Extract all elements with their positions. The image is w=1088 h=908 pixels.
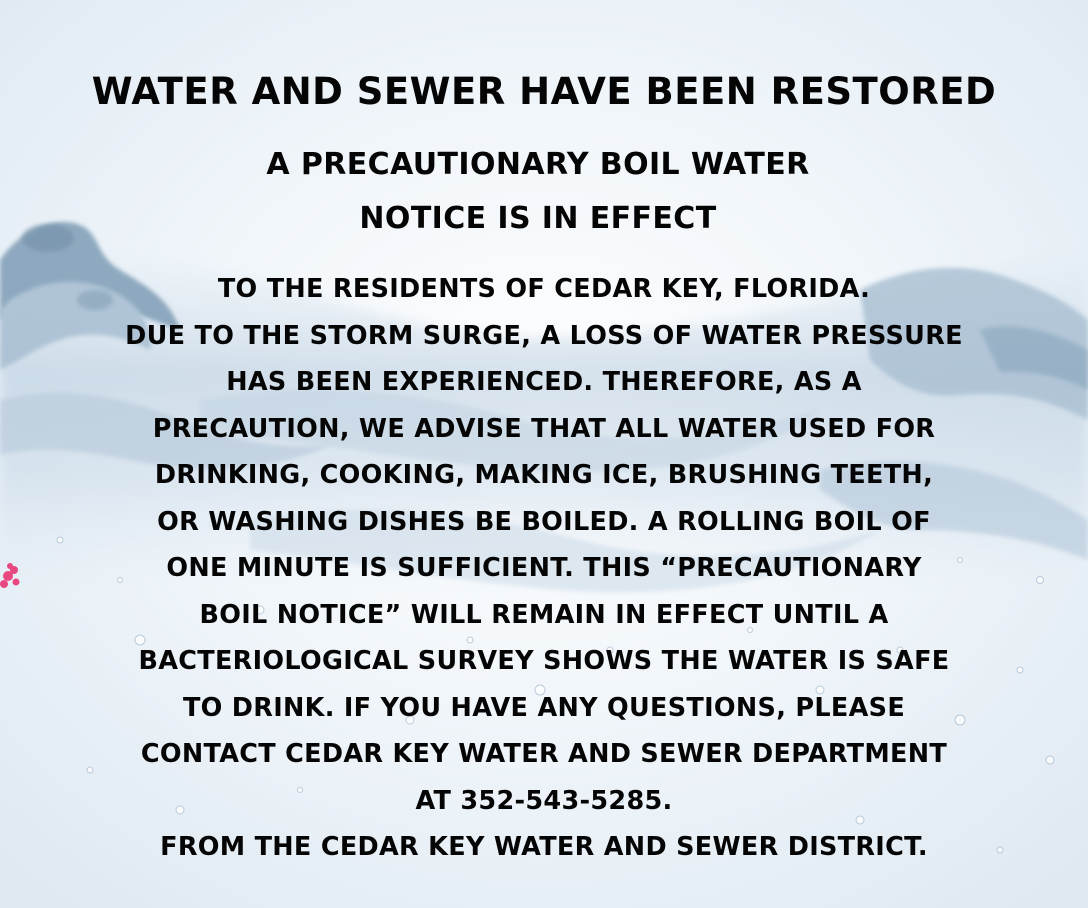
- notice-body-line: DUE TO THE STORM SURGE, A LOSS OF WATER PRESSURE: [125, 321, 963, 351]
- notice-body-line: TO DRINK. IF YOU HAVE ANY QUESTIONS, PLEASE: [182, 693, 906, 723]
- notice-body-signoff: FROM THE CEDAR KEY WATER AND SEWER DISTRICT.: [160, 832, 928, 862]
- notice-body-line: DRINKING, COOKING, MAKING ICE, BRUSHING TEETH,: [154, 460, 934, 490]
- notice-body-line: HAS BEEN EXPERIENCED. THEREFORE, AS A: [226, 367, 862, 397]
- notice-body-line: ONE MINUTE IS SUFFICIENT. THIS “PRECAUTIONARY: [166, 553, 922, 583]
- notice-body-line: TO THE RESIDENTS OF CEDAR KEY, FLORIDA.: [217, 274, 871, 304]
- notice-body-line: AT 352-543-5285.: [415, 786, 673, 816]
- notice-body-line: PRECAUTION, WE ADVISE THAT ALL WATER USED FOR: [152, 414, 936, 444]
- notice-body-line: OR WASHING DISHES BE BOILED. A ROLLING BOIL OF: [157, 507, 931, 537]
- notice-body-line: CONTACT CEDAR KEY WATER AND SEWER DEPARTMENT: [140, 739, 948, 769]
- notice-subheadline-line-2: NOTICE IS IN EFFECT: [359, 201, 717, 236]
- notice-headline: WATER AND SEWER HAVE BEEN RESTORED: [91, 70, 997, 113]
- notice-body-line: BACTERIOLOGICAL SURVEY SHOWS THE WATER IS SAFE: [138, 646, 950, 676]
- notice-body-line: BOIL NOTICE” WILL REMAIN IN EFFECT UNTIL A: [199, 600, 889, 630]
- notice-subheadline-line-1: A PRECAUTIONARY BOIL WATER: [266, 147, 810, 182]
